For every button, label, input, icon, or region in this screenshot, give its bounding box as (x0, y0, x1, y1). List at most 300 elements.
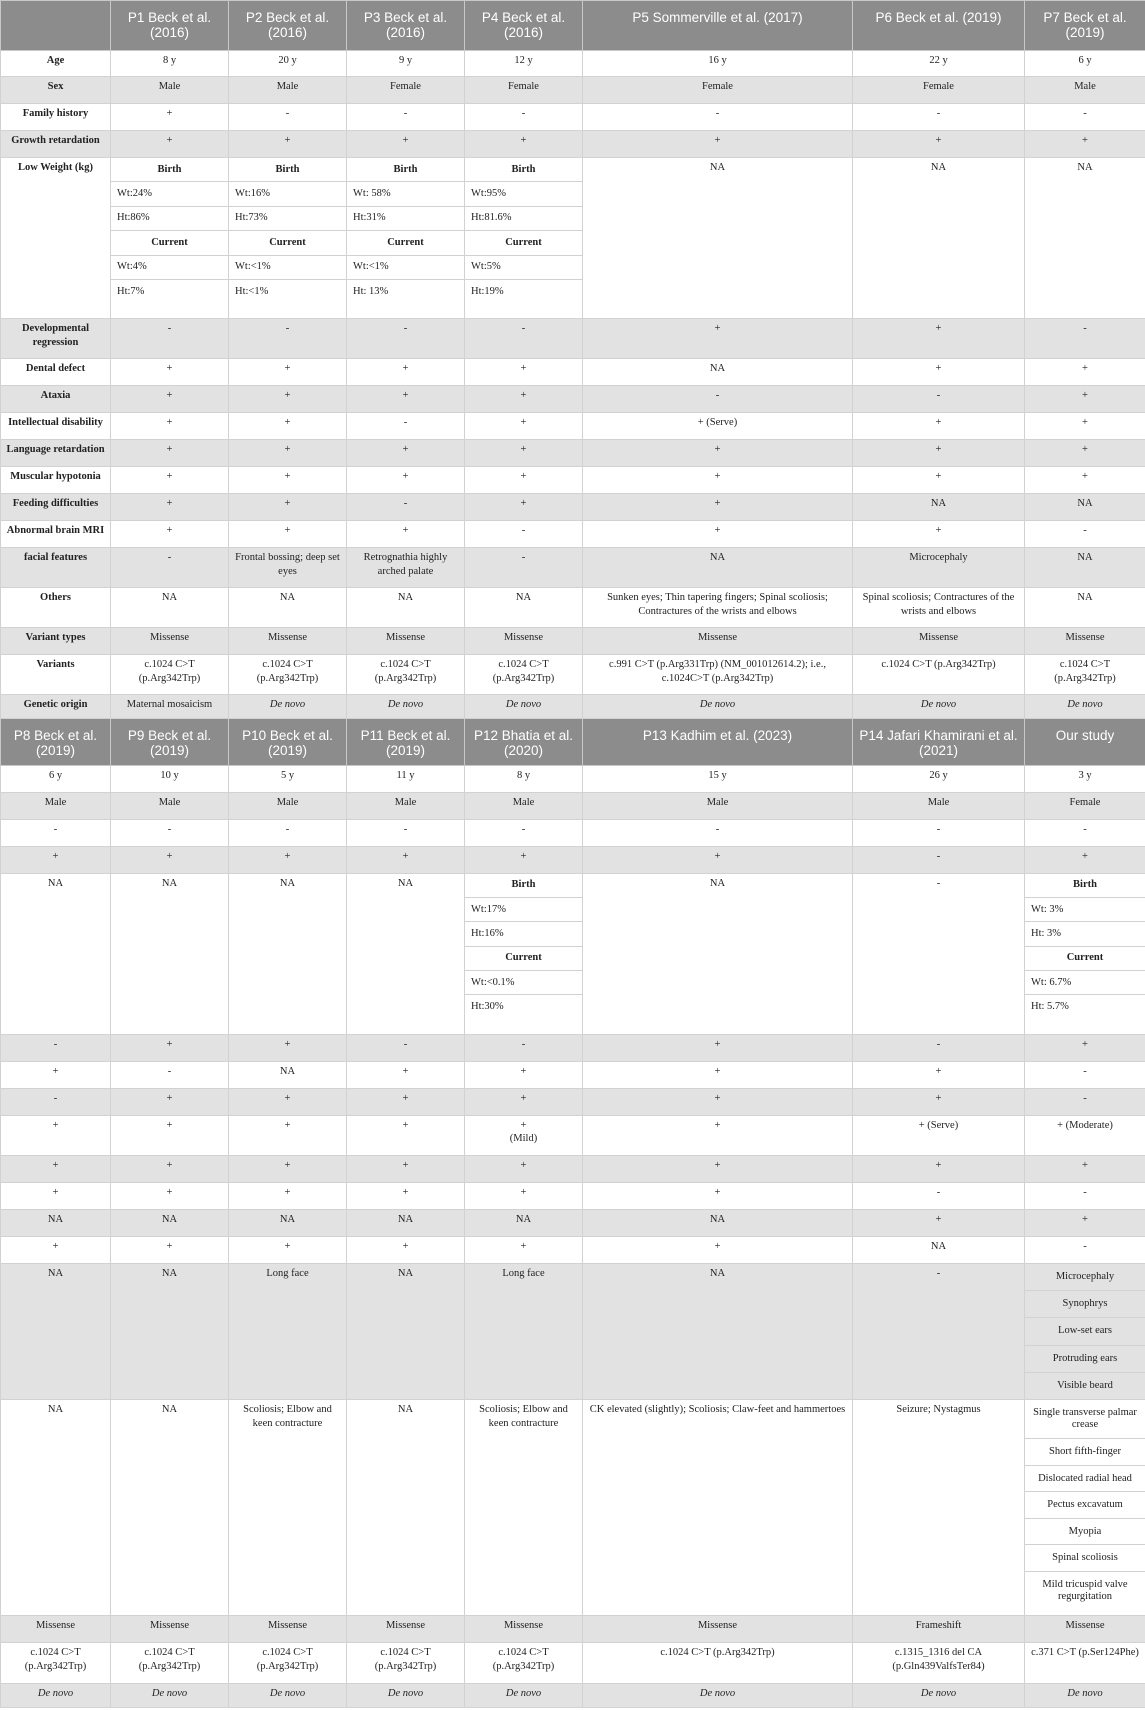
cell: + (229, 1115, 347, 1155)
row-label: Variant types (1, 628, 111, 655)
weight-cell-p3 (347, 158, 465, 319)
cell: - (1025, 1061, 1145, 1088)
cell: 8 y (111, 51, 229, 77)
row-label: Ataxia (1, 386, 111, 413)
cell: + (Moderate) (1025, 1115, 1145, 1155)
cell: + (465, 846, 583, 873)
cell: + (465, 413, 583, 440)
birth-height: Ht: 3% (1025, 922, 1145, 946)
cell: De novo (853, 695, 1025, 719)
cell: - (229, 319, 347, 359)
cell: Male (111, 792, 229, 819)
facial-item: Visible beard (1025, 1373, 1145, 1400)
cell: + (111, 1182, 229, 1209)
cell: - (1025, 1088, 1145, 1115)
header-p4: P4 Beck et al. (2016) (465, 1, 583, 51)
cell: Female (853, 77, 1025, 104)
cell: 8 y (465, 765, 583, 792)
row-facial-features-2 (1, 1263, 1145, 1400)
row-label: Abnormal brain MRI (1, 521, 111, 548)
row-facial-features (1, 548, 1145, 588)
cell: - (853, 1182, 1025, 1209)
current-height: Ht:<1% (235, 285, 269, 297)
cell: NA (853, 494, 1025, 521)
row-ataxia (1, 386, 1145, 413)
cell: + (583, 846, 853, 873)
header-p14: P14 Jafari Khamirani et al. (2021) (853, 719, 1025, 766)
cell: Female (465, 77, 583, 104)
cell: Male (1025, 77, 1145, 104)
header-p7: P7 Beck et al. (2019) (1025, 1, 1145, 51)
cell: Male (1, 792, 111, 819)
cell: + (229, 1034, 347, 1061)
row-age-2 (1, 765, 1145, 792)
cell: + (111, 1088, 229, 1115)
cell: - (229, 819, 347, 846)
cell: Male (229, 77, 347, 104)
cell: Missense (1025, 1616, 1145, 1643)
cell: - (1025, 521, 1145, 548)
row-low-weight-2 (1, 873, 1145, 1034)
cell: + (Serve) (583, 413, 853, 440)
birth-weight: Wt: 58% (347, 182, 464, 206)
cell: NA (1, 873, 111, 1034)
cell: - (1025, 319, 1145, 359)
cell: De novo (853, 1684, 1025, 1708)
cell: c.371 C>T (p.Ser124Phe) (1025, 1643, 1145, 1684)
cell: + (347, 467, 465, 494)
birth-weight: Wt:16% (229, 182, 346, 206)
cell: + (1, 1236, 111, 1263)
cell: - (465, 319, 583, 359)
current-label: Current (347, 231, 464, 255)
cell: NA (465, 1209, 583, 1236)
cell: - (111, 319, 229, 359)
cell: Male (229, 792, 347, 819)
cell: De novo (1, 1684, 111, 1708)
cell: + (347, 359, 465, 386)
cell: + (853, 1088, 1025, 1115)
birth-weight: Wt:17% (465, 897, 582, 921)
cell: NA (111, 1400, 229, 1616)
cell: + (347, 440, 465, 467)
cell: NA (1025, 494, 1145, 521)
cell: 11 y (347, 765, 465, 792)
header-p8: P8 Beck et al. (2019) (1, 719, 111, 766)
cell: 3 y (1025, 765, 1145, 792)
cell: 26 y (853, 765, 1025, 792)
row-sex (1, 77, 1145, 104)
cell: + (583, 1182, 853, 1209)
cell: 12 y (465, 51, 583, 77)
cell: De novo (229, 695, 347, 719)
cell: + (229, 1155, 347, 1182)
birth-height: Ht:16% (465, 922, 582, 946)
cell-note: (Mild) (509, 1133, 538, 1145)
others-item: Single transverse palmar crease (1025, 1400, 1145, 1439)
current-label: Current (465, 231, 582, 255)
cell: + (111, 440, 229, 467)
cell: Female (1025, 792, 1145, 819)
weight-cell-our-study (1025, 873, 1145, 1034)
cell: + (229, 440, 347, 467)
row-others (1, 588, 1145, 628)
cell: c.1024 C>T (p.Arg342Trp) (111, 1643, 229, 1684)
cell: + (853, 467, 1025, 494)
row-label: Developmental regression (1, 319, 111, 359)
cell: Missense (583, 628, 853, 655)
header-our-study: Our study (1025, 719, 1145, 766)
cell: + (583, 1061, 853, 1088)
cell: + (347, 1236, 465, 1263)
cell: NA (583, 359, 853, 386)
cell: + (111, 846, 229, 873)
row-label: Variants (1, 655, 111, 695)
cell: + (583, 467, 853, 494)
row-age (1, 51, 1145, 77)
cell: c.1024 C>T (p.Arg342Trp) (1, 1643, 111, 1684)
cell: + (465, 440, 583, 467)
cell: 22 y (853, 51, 1025, 77)
header-p9: P9 Beck et al. (2019) (111, 719, 229, 766)
cell: - (853, 873, 1025, 1034)
row-abnormal-brain-mri (1, 521, 1145, 548)
cell: 10 y (111, 765, 229, 792)
cell: Missense (347, 1616, 465, 1643)
row-label: Genetic origin (1, 695, 111, 719)
cell: - (583, 819, 853, 846)
row-ataxia-2 (1, 1088, 1145, 1115)
cell: Male (347, 792, 465, 819)
current-label: Current (465, 946, 582, 970)
cell: + (111, 467, 229, 494)
cell: + (229, 494, 347, 521)
current-height: Ht:7% (117, 285, 145, 297)
cell: 16 y (583, 51, 853, 77)
cell: Female (583, 77, 853, 104)
cell: + (1025, 1155, 1145, 1182)
facial-item: Microcephaly (1025, 1264, 1145, 1291)
cell: De novo (1025, 1684, 1145, 1708)
others-item: Mild tricuspid valve regurgitation (1042, 1578, 1128, 1602)
cell: + (465, 1155, 583, 1182)
row-others-2 (1, 1400, 1145, 1616)
cell: - (347, 319, 465, 359)
cell: + (853, 440, 1025, 467)
row-variants (1, 655, 1145, 695)
header-p1: P1 Beck et al. (2016) (111, 1, 229, 51)
birth-height: Ht:81.6% (465, 206, 582, 230)
current-weight: Wt:<0.1% (465, 971, 582, 995)
header-p2: P2 Beck et al. (2016) (229, 1, 347, 51)
cell: NA (347, 588, 465, 628)
cell: - (1, 1088, 111, 1115)
cell: NA (465, 588, 583, 628)
current-weight: Wt:5% (465, 255, 582, 279)
current-label: Current (229, 231, 346, 255)
cell: + (465, 386, 583, 413)
cell: NA (1025, 548, 1145, 588)
facial-features-our-study (1025, 1263, 1145, 1400)
cell: NA (229, 1061, 347, 1088)
cell: NA (1, 1263, 111, 1400)
cell: NA (347, 1263, 465, 1400)
cell: Missense (1, 1616, 111, 1643)
cell: NA (111, 873, 229, 1034)
cell: Sunken eyes; Thin tapering fingers; Spinal scoliosis; Contractures of the wrists and elbows (583, 588, 853, 628)
header-corner-cell (1, 1, 111, 51)
weight-cell-p12 (465, 873, 583, 1034)
cell: 6 y (1025, 51, 1145, 77)
cell: + (1025, 131, 1145, 158)
cell: + (229, 467, 347, 494)
cell: - (1025, 1236, 1145, 1263)
cell: + (347, 386, 465, 413)
facial-item: Low-set ears (1025, 1318, 1145, 1345)
cell: Missense (347, 628, 465, 655)
cell: Retrognathia highly arched palate (347, 548, 465, 588)
weight-cell-p1 (111, 158, 229, 319)
cell: + (229, 131, 347, 158)
cell: NA (111, 1263, 229, 1400)
cell: NA (583, 548, 853, 588)
cell: NA (583, 1209, 853, 1236)
row-label: Dental defect (1, 359, 111, 386)
cell: De novo (347, 695, 465, 719)
cell: De novo (465, 1684, 583, 1708)
cell: + (111, 1155, 229, 1182)
birth-weight: Wt:24% (111, 182, 228, 206)
birth-weight: Wt: 3% (1025, 897, 1145, 921)
row-label: Family history (1, 104, 111, 131)
header-p10: P10 Beck et al. (2019) (229, 719, 347, 766)
cell: + (111, 104, 229, 131)
cell: 20 y (229, 51, 347, 77)
cell: 6 y (1, 765, 111, 792)
others-our-study (1025, 1400, 1145, 1616)
cell: + (1, 846, 111, 873)
weight-cell-p4 (465, 158, 583, 319)
birth-label: Birth (1025, 874, 1145, 898)
cell: + (583, 440, 853, 467)
row-label: Growth retardation (1, 131, 111, 158)
cell: + (347, 1155, 465, 1182)
cell: Long face (229, 1263, 347, 1400)
current-height: Ht:19% (471, 285, 504, 297)
cell: Microcephaly (853, 548, 1025, 588)
cell: + (111, 386, 229, 413)
current-weight: Wt:4% (111, 255, 228, 279)
row-label: Low Weight (kg) (1, 158, 111, 319)
row-label: facial features (1, 548, 111, 588)
cell-value: + (520, 1119, 527, 1131)
header-p3: P3 Beck et al. (2016) (347, 1, 465, 51)
cell: NA (111, 588, 229, 628)
cell: + (853, 521, 1025, 548)
cell: + (347, 521, 465, 548)
cell: - (1, 819, 111, 846)
cell: + (583, 1034, 853, 1061)
cell: c.1315_1316 del CA (p.Gln439ValfsTer84) (853, 1643, 1025, 1684)
cell: NA (229, 1209, 347, 1236)
cell: + (111, 1236, 229, 1263)
cell: De novo (111, 1684, 229, 1708)
cell: + (229, 413, 347, 440)
cell: Frameshift (853, 1616, 1025, 1643)
cell: + (465, 467, 583, 494)
cell: + (347, 1115, 465, 1155)
cell: - (853, 104, 1025, 131)
cell: c.1024 C>T (p.Arg342Trp) (111, 655, 229, 695)
cell: Missense (111, 1616, 229, 1643)
cell: 9 y (347, 51, 465, 77)
cell: + (1, 1155, 111, 1182)
cell: Male (465, 792, 583, 819)
row-label: Sex (1, 77, 111, 104)
header-p6: P6 Beck et al. (2019) (853, 1, 1025, 51)
group2-header-row (1, 719, 1145, 766)
cell: 5 y (229, 765, 347, 792)
cell: - (465, 521, 583, 548)
cell: - (465, 1034, 583, 1061)
cell: Missense (229, 1616, 347, 1643)
cell: + (229, 1236, 347, 1263)
cell: - (853, 846, 1025, 873)
current-weight: Wt: 6.7% (1025, 971, 1145, 995)
row-variant-types-2 (1, 1616, 1145, 1643)
cell: + (583, 521, 853, 548)
cell: + (111, 521, 229, 548)
cell: NA (1, 1209, 111, 1236)
cell: NA (583, 873, 853, 1034)
cell: c.1024 C>T (p.Arg342Trp) (347, 1643, 465, 1684)
cell: - (1025, 819, 1145, 846)
row-growth-retardation (1, 131, 1145, 158)
cell: De novo (583, 695, 853, 719)
cell: - (465, 104, 583, 131)
row-abnormal-brain-mri-2 (1, 1236, 1145, 1263)
cell: + (1025, 413, 1145, 440)
cell: - (583, 386, 853, 413)
cell: - (347, 1034, 465, 1061)
cell: + (1025, 846, 1145, 873)
row-intellectual-disability (1, 413, 1145, 440)
cell: + (347, 1088, 465, 1115)
row-low-weight (1, 158, 1145, 319)
cell: + (347, 1061, 465, 1088)
cell: + (229, 386, 347, 413)
cell: - (111, 819, 229, 846)
others-item: Short fifth-finger (1025, 1439, 1145, 1466)
cell: + (229, 1182, 347, 1209)
birth-height: Ht:86% (111, 206, 228, 230)
cell: + (229, 359, 347, 386)
birth-label: Birth (465, 874, 582, 898)
cell: + (1025, 359, 1145, 386)
cell: c.1024 C>T (p.Arg342Trp) (583, 1643, 853, 1684)
cell: + (111, 131, 229, 158)
cell: + (583, 1236, 853, 1263)
cell: - (465, 819, 583, 846)
current-label: Current (111, 231, 228, 255)
row-genetic-origin (1, 695, 1145, 719)
cell: Maternal mosaicism (111, 695, 229, 719)
row-intellectual-disability-2 (1, 1115, 1145, 1155)
cell: Scoliosis; Elbow and keen contracture (229, 1400, 347, 1616)
cell: + (111, 494, 229, 521)
cell: NA (583, 1263, 853, 1400)
birth-label: Birth (229, 158, 346, 182)
row-genetic-origin-2 (1, 1684, 1145, 1708)
cell: + (111, 1034, 229, 1061)
cell: + (1025, 467, 1145, 494)
row-muscular-hypotonia (1, 467, 1145, 494)
row-language-retardation-2 (1, 1155, 1145, 1182)
cell: - (853, 1263, 1025, 1400)
cell: c.991 C>T (p.Arg331Trp) (NM_001012614.2); i.e., c.1024C>T (p.Arg342Trp) (583, 655, 853, 695)
cell: + (583, 1115, 853, 1155)
birth-weight: Wt:95% (465, 182, 582, 206)
cell: NA (853, 1236, 1025, 1263)
cell: c.1024 C>T (p.Arg342Trp) (465, 655, 583, 695)
cell: Missense (465, 1616, 583, 1643)
row-muscular-hypotonia-2 (1, 1182, 1145, 1209)
birth-height: Ht:73% (229, 206, 346, 230)
cell: Missense (465, 628, 583, 655)
weight-cell-p2 (229, 158, 347, 319)
cell: NA (347, 873, 465, 1034)
cell: + (853, 1155, 1025, 1182)
cell: + (583, 1155, 853, 1182)
header-p11: P11 Beck et al. (2019) (347, 719, 465, 766)
cell: - (229, 104, 347, 131)
cell: + (347, 1182, 465, 1209)
header-p5: P5 Sommerville et al. (2017) (583, 1, 853, 51)
row-language-retardation (1, 440, 1145, 467)
cell: NA (1, 1400, 111, 1616)
cell: + (1025, 440, 1145, 467)
cell: CK elevated (slightly); Scoliosis; Claw-feet and hammertoes (583, 1400, 853, 1616)
row-family-history-2 (1, 819, 1145, 846)
cell: Long face (465, 1263, 583, 1400)
facial-item: Protruding ears (1025, 1345, 1145, 1372)
cell: + (229, 521, 347, 548)
cell: NA (1025, 158, 1145, 319)
cell: Frontal bossing; deep set eyes (229, 548, 347, 588)
cell: Missense (583, 1616, 853, 1643)
cell: + (465, 359, 583, 386)
others-item: Spinal scoliosis (1025, 1545, 1145, 1572)
cell: - (111, 1061, 229, 1088)
cell: Spinal scoliosis; Contractures of the wrists and elbows (853, 588, 1025, 628)
cell: + (465, 1088, 583, 1115)
row-developmental-regression-2 (1, 1034, 1145, 1061)
group1-header-row (1, 1, 1145, 51)
row-label: Age (1, 51, 111, 77)
cell: + (853, 1209, 1025, 1236)
row-variant-types (1, 628, 1145, 655)
cell: + (465, 131, 583, 158)
cell: + (583, 1088, 853, 1115)
cell: + (1, 1182, 111, 1209)
cell: + (583, 131, 853, 158)
cell: + (111, 413, 229, 440)
birth-label: Birth (111, 158, 228, 182)
others-item: Myopia (1025, 1518, 1145, 1545)
cell: c.1024 C>T (p.Arg342Trp) (465, 1643, 583, 1684)
header-p12: P12 Bhatia et al. (2020) (465, 719, 583, 766)
cell: - (111, 548, 229, 588)
